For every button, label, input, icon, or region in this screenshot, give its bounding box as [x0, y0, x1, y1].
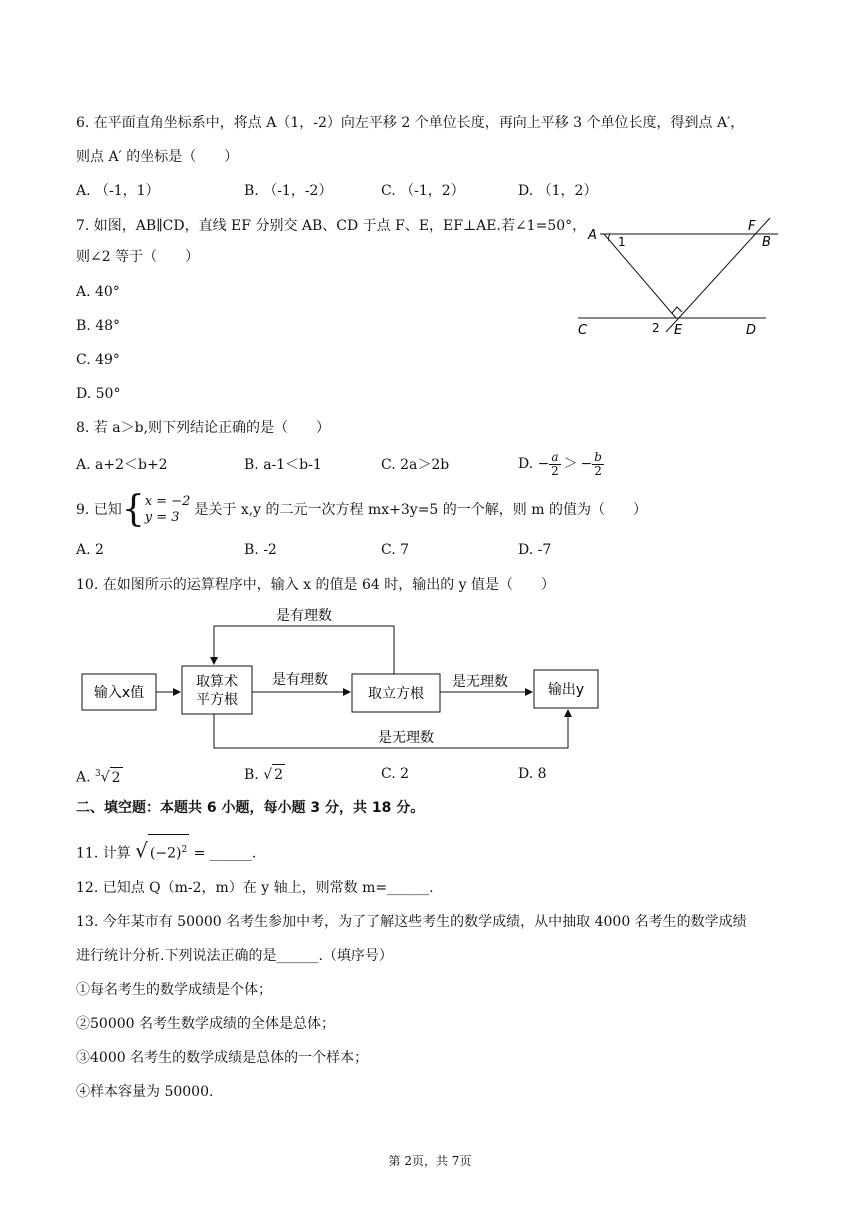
- frac-den-2: 2: [594, 463, 602, 478]
- q10-option-d: D. 8: [518, 766, 547, 782]
- q6-option-b: B. （-1，-2）: [244, 183, 333, 199]
- q10-option-b-prefix: B.: [244, 767, 264, 783]
- frac-num-b: b: [594, 449, 602, 464]
- radical-sign-q11: √: [135, 838, 148, 863]
- minus-sign: −: [537, 456, 550, 472]
- output-label: 输出y: [547, 682, 585, 698]
- q10-option-a: [76, 764, 123, 788]
- line-ae: [604, 234, 676, 318]
- q8-option-a: A. a+2＜b+2: [76, 457, 168, 473]
- q11-radicand: [148, 834, 189, 869]
- q7-figure: [574, 214, 786, 340]
- q7-line2: 则∠2 等于（ ）: [76, 249, 200, 265]
- q13-item-2: ②50000 名考生数学成绩的全体是总体；: [76, 1016, 335, 1032]
- q8-line: 8. 若 a＞b,则下列结论正确的是（ ）: [76, 420, 331, 436]
- equation-system: [145, 494, 191, 526]
- radicand-a: 2: [110, 767, 123, 788]
- label-b: B: [762, 235, 771, 250]
- q8-option-c: C. 2a＞2b: [381, 457, 450, 473]
- q13-line1: 13. 今年某市有 50000 名考生参加中考，为了了解这些考生的数学成绩，从中抽取 4000 名考生的数学成绩: [76, 914, 747, 930]
- q10-flowchart: [76, 600, 606, 756]
- q9-option-b: B. -2: [244, 542, 277, 558]
- irrational-bottom-label: 是无理数: [378, 730, 434, 746]
- label-a: A: [588, 228, 597, 243]
- frac-den: 2: [551, 463, 559, 478]
- q11-line: [76, 834, 256, 869]
- frac-num-a: a: [551, 449, 559, 464]
- q8-option-d: [518, 446, 604, 482]
- cube-label: 取立方根: [368, 686, 424, 702]
- cube-root-index: 3: [95, 769, 101, 779]
- line-ef: [666, 218, 770, 332]
- q9-option-a: A. 2: [76, 542, 104, 558]
- sqrt-label-2: 平方根: [196, 692, 238, 708]
- radical-sign-b: √: [263, 767, 273, 783]
- q10-option-a-prefix: A.: [76, 769, 96, 786]
- gt-sign: ＞: [563, 456, 578, 472]
- q6-line1: 6. 在平面直角坐标系中，将点 A（1，-2）向左平移 2 个单位长度，再向上平移 3 个单位长度，得到点 A′，: [76, 115, 745, 131]
- sys-eq-1: x = −2: [144, 494, 191, 509]
- rational-mid-label: 是有理数: [272, 672, 328, 688]
- fraction-a-over-2: [549, 451, 560, 478]
- q8-option-d-prefix: D.: [518, 456, 538, 472]
- q13-item-3: ③4000 名考生的数学成绩是总体的一个样本；: [76, 1050, 369, 1066]
- q7-option-a: A. 40°: [76, 284, 120, 300]
- q9-prefix: 9. 已知: [76, 502, 122, 518]
- label-c: C: [578, 323, 588, 338]
- input-label: 输入x值: [93, 685, 145, 701]
- rational-top-label: 是有理数: [276, 608, 332, 624]
- page-footer: 第 2页，共 7页: [388, 1154, 472, 1168]
- q7-option-b: B. 48°: [76, 318, 121, 334]
- q9-suffix: 是关于 x,y 的二元一次方程 mx+3y=5 的一个解，则 m 的值为（ ）: [194, 502, 647, 518]
- q11-exponent: 2: [181, 845, 188, 855]
- irrational-right-label: 是无理数: [452, 674, 508, 690]
- q7-option-c: C. 49°: [76, 352, 120, 368]
- label-f: F: [748, 219, 756, 234]
- q7-option-d: D. 50°: [76, 386, 121, 402]
- brace: {: [121, 489, 145, 530]
- label-e: E: [674, 323, 683, 338]
- radicand-b: 2: [272, 764, 285, 785]
- q6-option-c: C. （-1，2）: [381, 183, 465, 199]
- label-angle2: 2: [652, 321, 660, 335]
- q11-prefix: 11. 计算: [76, 845, 136, 862]
- q10-option-c: C. 2: [381, 766, 410, 782]
- q10-option-b: [244, 764, 285, 785]
- q13-item-1: ①每名考生的数学成绩是个体；: [76, 982, 272, 998]
- label-angle1: 1: [618, 235, 626, 249]
- q9-option-c: C. 7: [381, 542, 410, 558]
- fraction-b-over-2: [592, 451, 604, 478]
- q9-option-d: D. -7: [518, 542, 552, 558]
- q10-line: 10. 在如图所示的运算程序中，输入 x 的值是 64 时，输出的 y 值是（ ）: [76, 577, 556, 593]
- q13-item-4: ④样本容量为 50000.: [76, 1084, 214, 1100]
- label-d: D: [746, 323, 757, 338]
- q6-option-d: D. （1，2）: [518, 183, 598, 199]
- q9-line: [76, 489, 647, 530]
- radical-sign: √: [100, 769, 110, 786]
- q8-option-b: B. a-1＜b-1: [244, 457, 322, 473]
- minus-sign-2: −: [580, 456, 593, 472]
- q6-option-a: A. （-1，1）: [76, 183, 160, 199]
- right-angle-mark: [672, 307, 682, 313]
- sys-eq-2: y = 3: [144, 510, 180, 525]
- q7-line1: 7. 如图，AB∥CD，直线 EF 分别交 AB、CD 于点 F、E，EF⊥AE.若∠1=50°，: [76, 218, 587, 234]
- q13-line2: 进行统计分析.下列说法正确的是______.（填序号）: [76, 948, 393, 964]
- sqrt-label-1: 取算术: [196, 674, 238, 690]
- q11-radicand-base: (−2): [149, 845, 182, 862]
- q11-suffix: = ______.: [189, 845, 257, 862]
- q12-line: 12. 已知点 Q（m-2，m）在 y 轴上，则常数 m=______.: [76, 880, 434, 896]
- section-heading: 二、填空题：本题共 6 小题，每小题 3 分，共 18 分。: [76, 800, 425, 816]
- q6-line2: 则点 A′ 的坐标是（ ）: [76, 149, 239, 165]
